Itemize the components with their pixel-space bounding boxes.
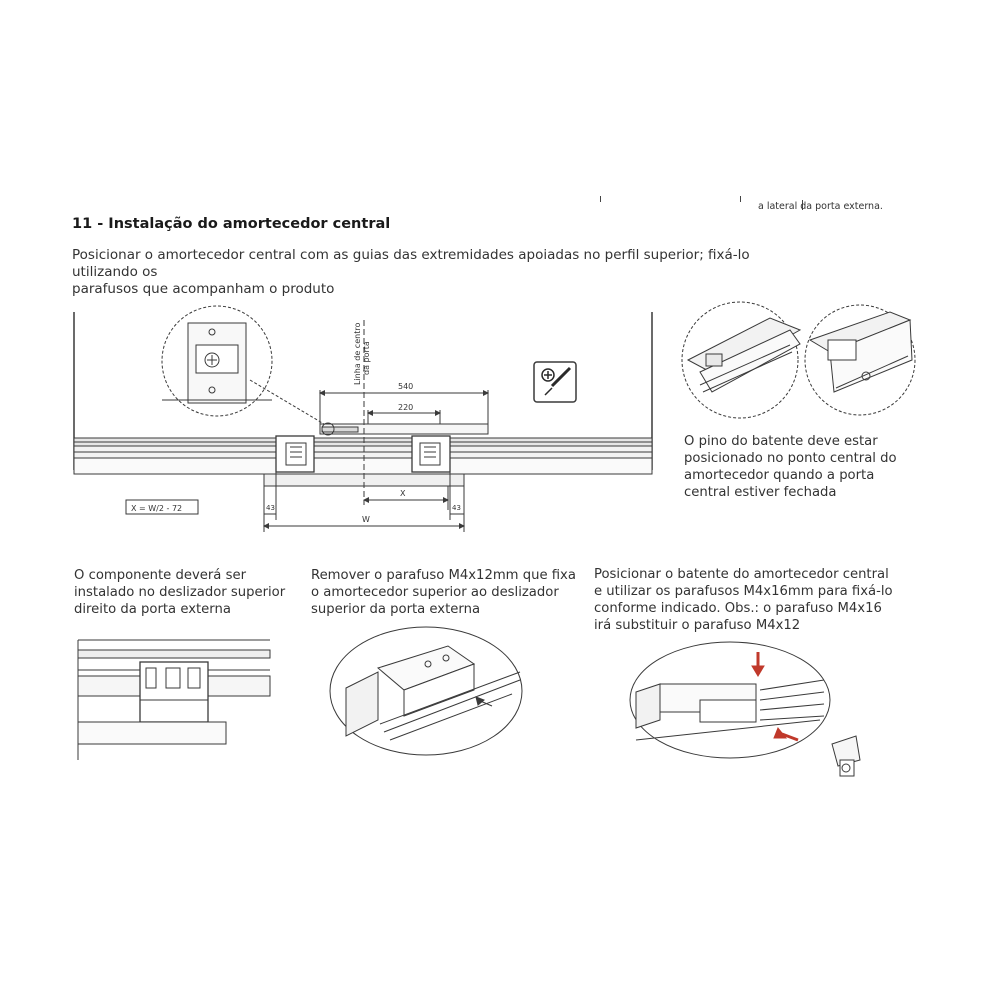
pin-detail-right — [805, 305, 915, 415]
lateral-note: a lateral da porta externa. — [758, 201, 883, 212]
note-position-line-1: Posicionar o batente do amortecedor central — [594, 567, 889, 582]
note-position — [594, 566, 904, 634]
dim-220-label: 220 — [398, 403, 414, 412]
red-arrow-diagonal — [774, 728, 798, 740]
note-remove-line-1: Remover o parafuso M4x12mm que fixa — [311, 568, 576, 583]
dim-w-label: W — [362, 515, 370, 524]
slider-detail — [78, 640, 270, 760]
intro-line-2: parafusos que acompanham o produto — [72, 281, 335, 297]
dim-43-right-label: 43 — [452, 504, 461, 512]
note-component-line-2: instalado no deslizador superior — [74, 585, 286, 600]
pin-detail-left — [682, 302, 800, 418]
intro-line-1: Posicionar o amortecedor central com as guias das extremidades apoiadas no perfil superior; fixá-lo utilizando os — [72, 247, 750, 280]
red-arrow-down — [752, 652, 764, 676]
note-position-line-3: conforme indicado. Obs.: o parafuso M4x16 — [594, 601, 882, 616]
note-component — [74, 567, 294, 618]
note-pin-line-1: O pino do batente deve estar — [684, 434, 878, 449]
dim-540-label: 540 — [398, 382, 414, 391]
dim-x-label: X — [400, 489, 406, 498]
front-view-diagram — [74, 306, 652, 532]
note-component-line-3: direito da porta externa — [74, 602, 231, 617]
remove-screw-detail — [330, 627, 522, 755]
note-remove-line-3: superior da porta externa — [311, 602, 481, 617]
note-pin-line-4: central estiver fechada — [684, 485, 837, 500]
dim-43-left-label: 43 — [266, 504, 275, 512]
note-position-line-4: irá substituir o parafuso M4x12 — [594, 618, 801, 633]
screwdriver-icon — [542, 368, 570, 395]
stopper-detail — [630, 642, 860, 776]
centerline-label-2: da porta — [362, 341, 371, 375]
note-pin-line-2: posicionado no ponto central do — [684, 451, 897, 466]
section-title: 11 - Instalação do amortecedor central — [72, 216, 391, 232]
note-pin — [684, 433, 904, 501]
note-component-line-1: O componente deverá ser — [74, 568, 246, 583]
note-pin-line-3: amortecedor quando a porta — [684, 468, 875, 483]
formula-label: X = W/2 - 72 — [131, 504, 183, 513]
note-position-line-2: e utilizar os parafusos M4x16mm para fixá-lo — [594, 584, 893, 599]
note-remove-line-2: o amortecedor superior ao deslizador — [311, 585, 559, 600]
centerline-label-1: Linha de centro — [353, 322, 362, 385]
note-remove — [311, 567, 581, 618]
